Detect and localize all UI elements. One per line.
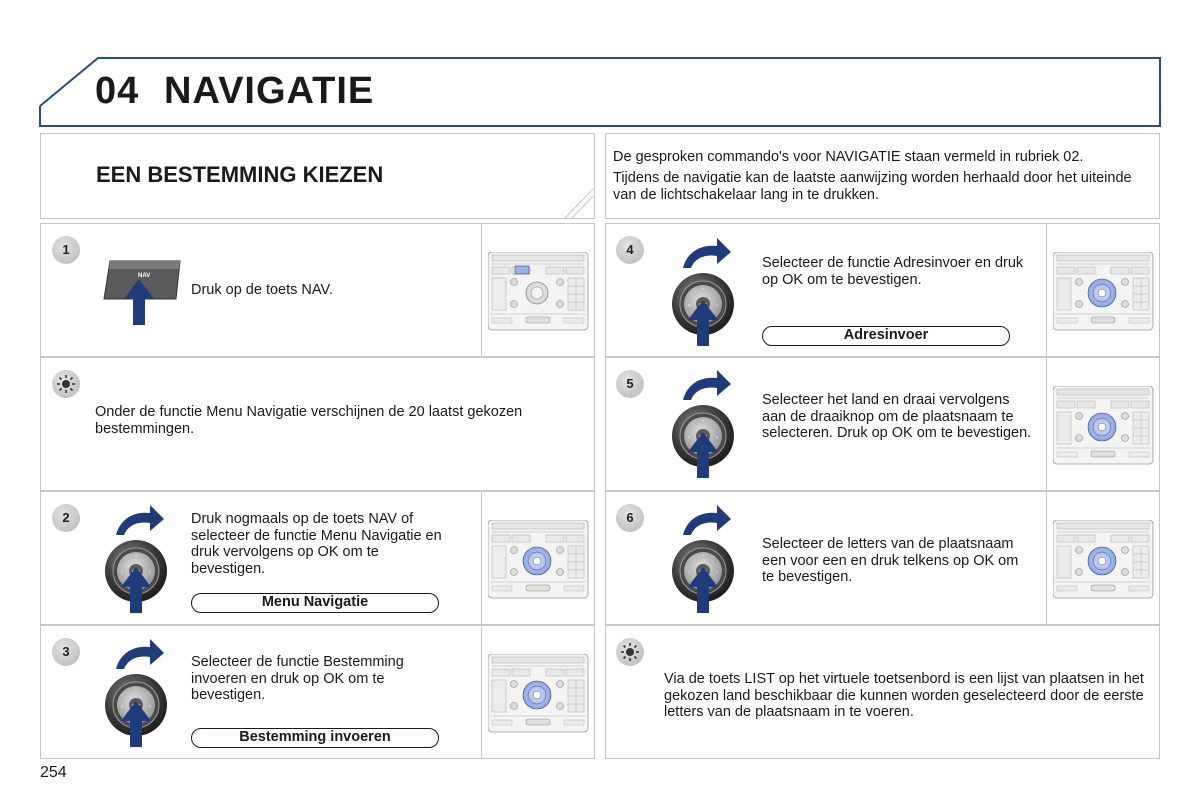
menu-navigatie-button[interactable]: Menu Navigatie bbox=[191, 593, 439, 613]
radio-panel-illustration bbox=[481, 626, 593, 759]
intro-text bbox=[613, 149, 1153, 208]
chapter-number: 04 bbox=[95, 70, 140, 112]
step-number-badge: 5 bbox=[616, 370, 644, 398]
lamp-icon bbox=[52, 370, 80, 398]
tip-1-text: Onder de functie Menu Navigatie verschijnen de 20 laatst gekozen bestemmingen. bbox=[95, 404, 523, 437]
chapter-title: NAVIGATIE bbox=[164, 70, 375, 112]
step-4-text: Selecteer de functie Adresinvoer en druk op OK om te bevestigen. bbox=[762, 255, 1024, 288]
bestemming-invoeren-button[interactable]: Bestemming invoeren bbox=[191, 728, 439, 748]
corner-fold bbox=[524, 134, 594, 220]
section-title: EEN BESTEMMING KIEZEN bbox=[96, 162, 384, 187]
radio-panel-illustration bbox=[1046, 492, 1158, 625]
radio-panel-illustration bbox=[1046, 358, 1158, 491]
step-6-text: Selecteer de letters van de plaatsnaam een voor een en druk telkens op OK om te bevestigen. bbox=[762, 536, 1019, 585]
step-number-badge: 1 bbox=[52, 236, 80, 264]
rotary-knob-illustration bbox=[100, 639, 170, 754]
step-number-badge: 6 bbox=[616, 504, 644, 532]
adresinvoer-button[interactable]: Adresinvoer bbox=[762, 326, 1010, 346]
step-2-text: Druk nogmaals op de toets NAV of selecteer de functie Menu Navigatie en druk vervolgens op OK om te bevestigen. bbox=[191, 511, 442, 577]
rotary-knob-illustration bbox=[667, 370, 737, 485]
step-number-badge: 3 bbox=[52, 638, 80, 666]
tip-2-text: Via de toets LIST op het virtuele toetsenbord is een lijst van plaatsen in het gekozen land beschikbaar die kunnen worden geselecteerd door de eerste letters van de plaatsnaam in te voeren. bbox=[664, 671, 1144, 720]
page-number: 254 bbox=[40, 764, 67, 781]
radio-panel-illustration bbox=[481, 492, 593, 625]
step-number-badge: 4 bbox=[616, 236, 644, 264]
intro-line-2: Tijdens de navigatie kan de laatste aanwijzing worden herhaald door het uiteinde van de lichtschakelaar lang in te drukken. bbox=[613, 170, 1132, 203]
radio-panel-illustration bbox=[481, 224, 593, 357]
step-3-text: Selecteer de functie Bestemming invoeren en druk op OK om te bevestigen. bbox=[191, 654, 404, 703]
rotary-knob-illustration bbox=[100, 505, 170, 620]
step-5-text: Selecteer het land en draai vervolgens aan de draaiknop om de plaatsnaam te selecteren. Druk op OK om te bevestigen. bbox=[762, 392, 1032, 441]
radio-panel-illustration bbox=[1046, 224, 1158, 357]
rotary-knob-illustration bbox=[667, 238, 737, 353]
step-number-badge: 2 bbox=[52, 504, 80, 532]
step-1-text: Druk op de toets NAV. bbox=[191, 282, 333, 298]
rotary-knob-illustration bbox=[667, 505, 737, 620]
lamp-icon bbox=[616, 638, 644, 666]
nav-key-label: NAV bbox=[138, 273, 151, 279]
intro-line-1: De gesproken commando's voor NAVIGATIE staan vermeld in rubriek 02. bbox=[613, 149, 1084, 165]
nav-button-illustration bbox=[100, 255, 184, 332]
